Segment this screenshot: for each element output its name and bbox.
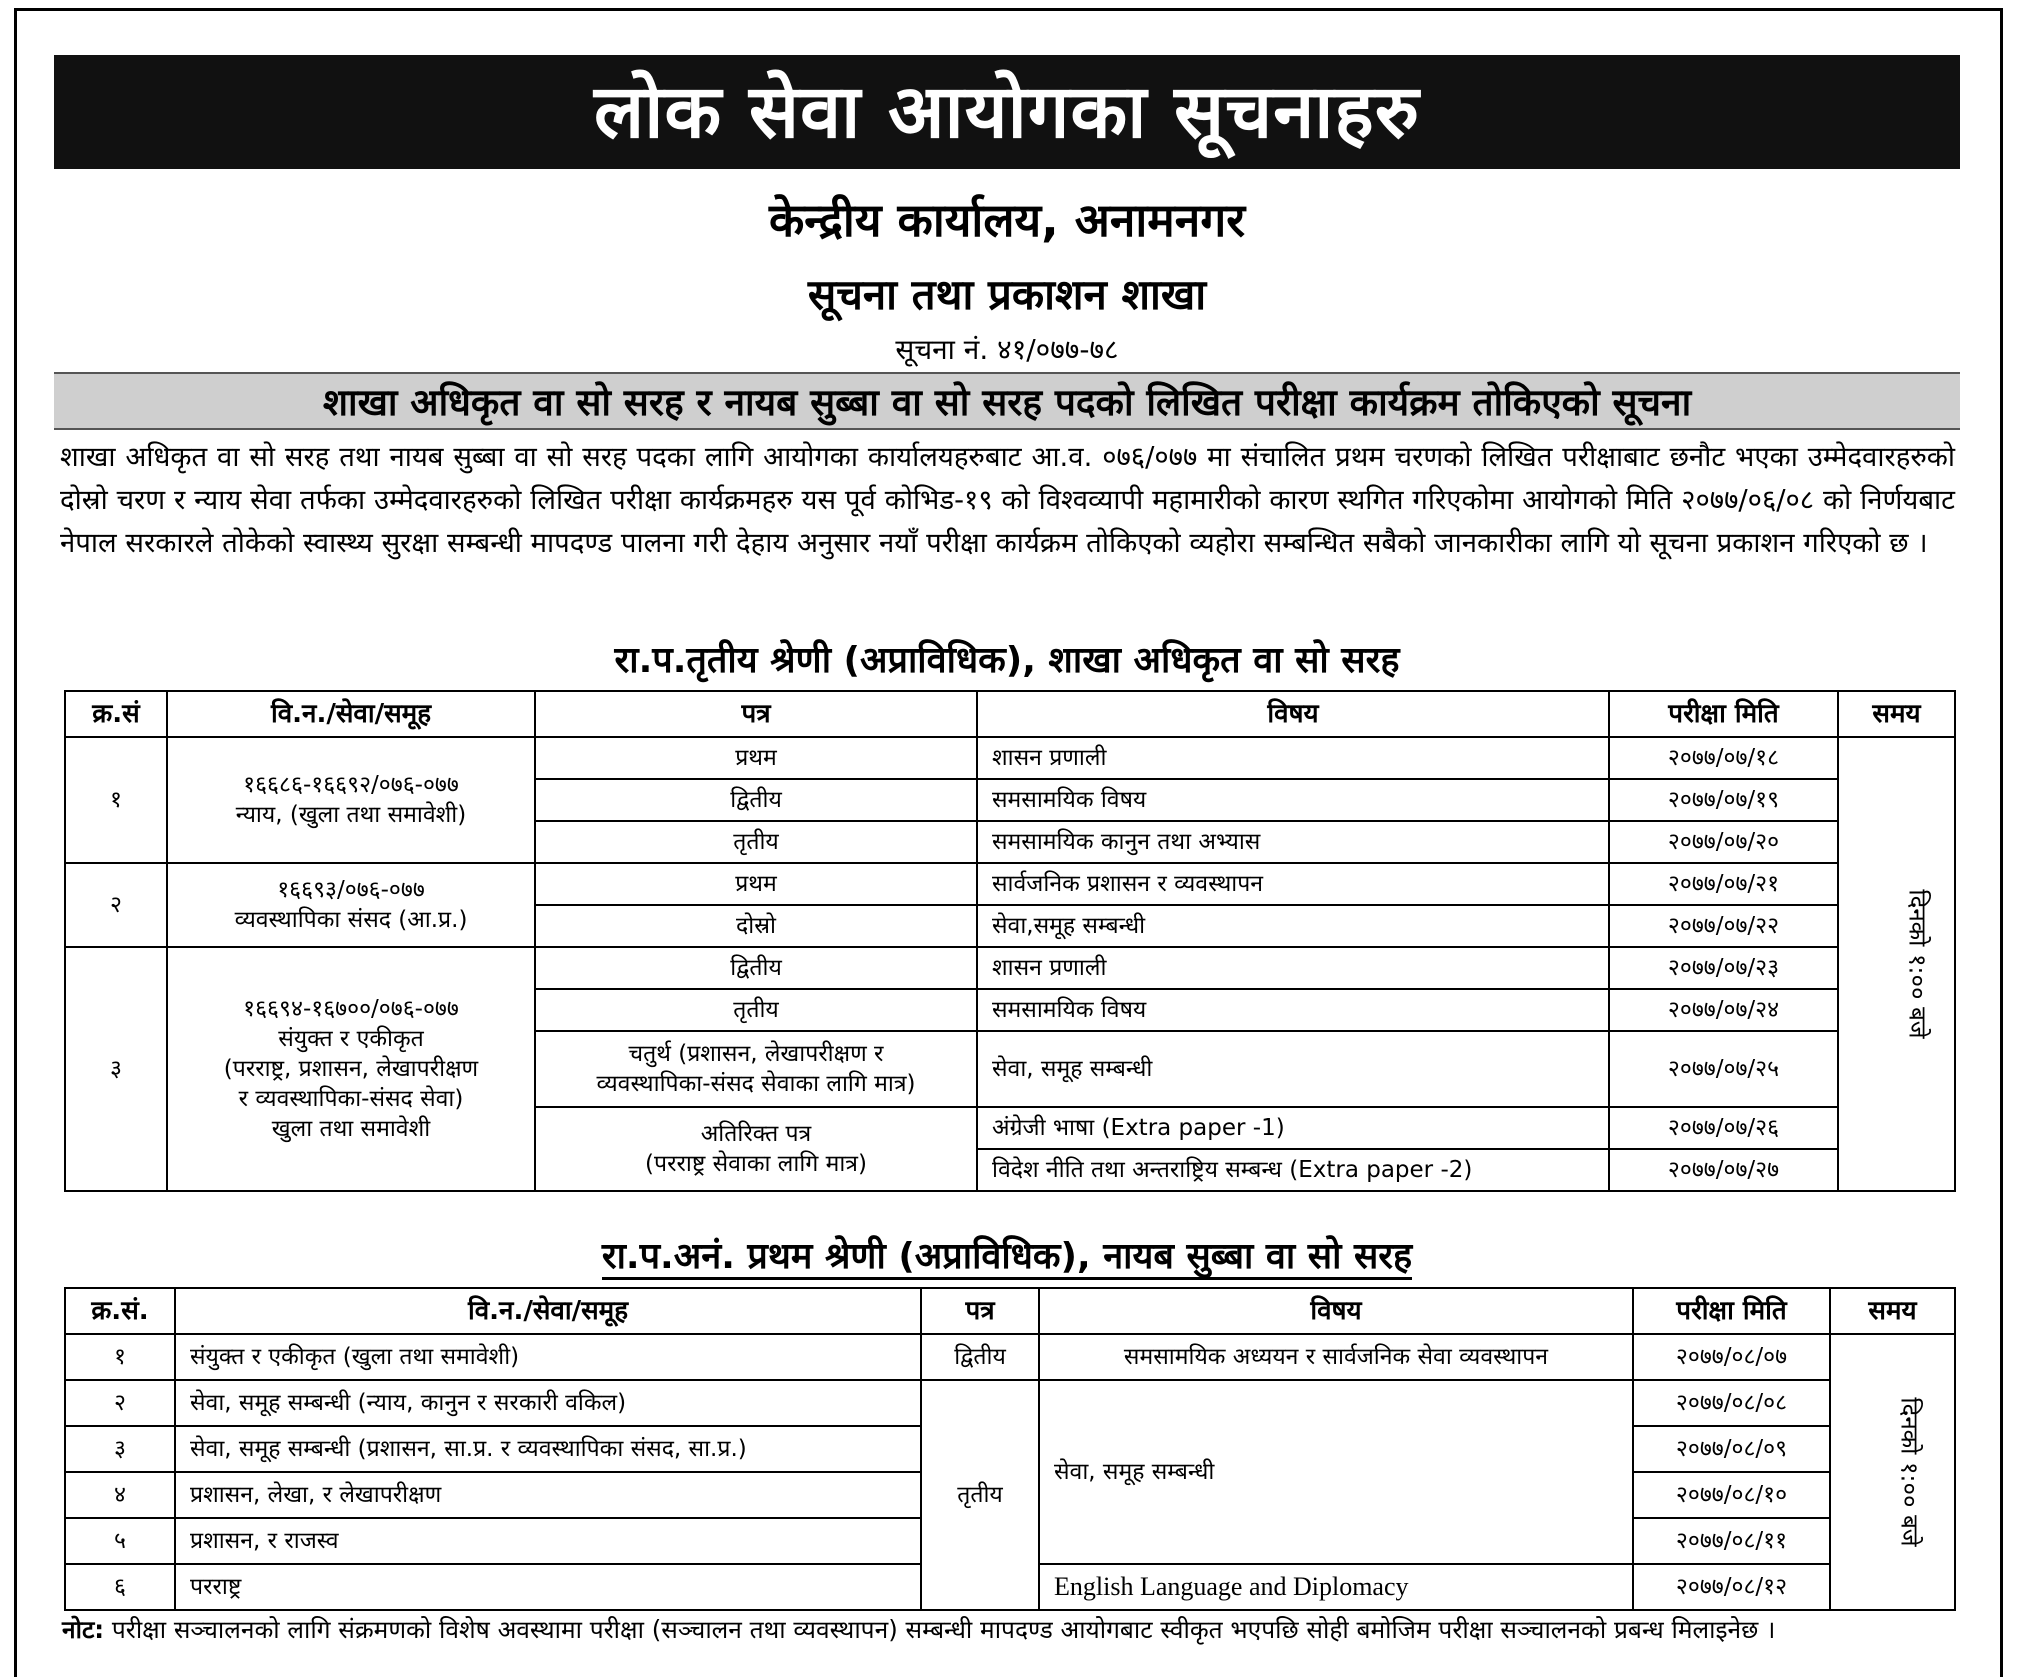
subject-cell: English Language and Diplomacy [1039,1564,1633,1610]
header-adv: वि.न./सेवा/समूह [175,1288,921,1334]
date-cell: २०७७/०७/२७ [1609,1149,1838,1191]
sn-cell: ३ [65,1426,175,1472]
subject-cell: अंग्रेजी भाषा (Extra paper -1) [977,1107,1609,1149]
adv-number: १६६८६-१६६९२/०७६-०७७ [243,772,459,798]
paper-cell: द्वितीय [535,779,977,821]
date-cell: २०७७/०८/१२ [1633,1564,1830,1610]
header-subject: विषय [1039,1288,1633,1334]
header-sn: क्र.सं. [65,1288,175,1334]
adv-number: १६६९४-१६७००/०७६-०७७ [243,996,459,1022]
subject-cell: शासन प्रणाली [977,947,1609,989]
header-time: समय [1838,691,1955,737]
paper-cell: तृतीय [535,821,977,863]
paper-cell: तृतीय [535,989,977,1031]
header-adv: वि.न./सेवा/समूह [167,691,535,737]
table-row [65,863,1955,905]
date-cell: २०७७/०७/२२ [1609,905,1838,947]
header-paper: पत्र [535,691,977,737]
subject-cell: विदेश नीति तथा अन्तराष्ट्रिय सम्बन्ध (Extra paper -2) [977,1149,1609,1191]
date-cell: २०७७/०७/२१ [1609,863,1838,905]
subject-cell: समसामयिक विषय [977,779,1609,821]
table-header-row [65,1288,1955,1334]
group-sn: ३ [65,947,167,1191]
subject-cell: समसामयिक विषय [977,989,1609,1031]
paper-cell: द्वितीय [535,947,977,989]
subject-cell: शासन प्रणाली [977,737,1609,779]
date-cell: २०७७/०८/०९ [1633,1426,1830,1472]
section2-title [54,1230,1960,1279]
group-cell: संयुक्त र एकीकृत (खुला तथा समावेशी) [175,1334,921,1380]
header-date: परीक्षा मिति [1633,1288,1830,1334]
date-cell: २०७७/०७/२३ [1609,947,1838,989]
group-adv [167,863,535,947]
table-row [65,947,1955,989]
paper-cell: दोस्रो [535,905,977,947]
subject-cell: सार्वजनिक प्रशासन र व्यवस्थापन [977,863,1609,905]
notice-subject: शाखा अधिकृत वा सो सरह र नायब सुब्बा वा सो सरह पदको लिखित परीक्षा कार्यक्रम तोकिएको सूचना [54,372,1960,430]
sn-cell: ५ [65,1518,175,1564]
date-cell: २०७७/०७/२६ [1609,1107,1838,1149]
date-cell: २०७७/०८/०८ [1633,1380,1830,1426]
adv-line: खुला तथा समावेशी [271,1116,431,1142]
group-cell: सेवा, समूह सम्बन्धी (न्याय, कानुन र सरकारी वकिल) [175,1380,921,1426]
date-cell: २०७७/०७/१८ [1609,737,1838,779]
adv-line: (परराष्ट्र, प्रशासन, लेखापरीक्षण [223,1056,479,1082]
note-text: परीक्षा सञ्चालनको लागि संक्रमणको विशेष अवस्थामा परीक्षा (सञ्चालन तथा व्यवस्थापन) सम्बन्धी मापदण्ड आयोगबाट स्वीकृत भएपछि सोही बमोजिम परीक्षा सञ्चालनको प्रबन्ध मिलाइनेछ । [111,1615,1776,1644]
office-name: केन्द्रीय कार्यालय, अनामनगर [768,193,1246,247]
group-cell: परराष्ट्र [175,1564,921,1610]
adv-desc: न्याय, (खुला तथा समावेशी) [235,802,467,828]
group-adv [167,737,535,863]
header-date: परीक्षा मिति [1609,691,1838,737]
sn-cell: ४ [65,1472,175,1518]
paper-cell: द्वितीय [921,1334,1039,1380]
section1-title: रा.प.तृतीय श्रेणी (अप्राविधिक), शाखा अधिकृत वा सो सरह [614,640,1400,681]
subject-cell: सेवा, समूह सम्बन्धी [977,1031,1609,1107]
date-cell: २०७७/०७/२४ [1609,989,1838,1031]
table-row [65,1380,1955,1426]
table-row [65,737,1955,779]
time-text: दिनको १:०० बजे [1895,1396,1924,1547]
paper-cell: तृतीय [921,1380,1039,1610]
time-text: दिनको १:०० बजे [1903,888,1932,1039]
table-header-row [65,691,1955,737]
subject-cell: सेवा, समूह सम्बन्धी [1039,1380,1633,1564]
group-adv [167,947,535,1191]
subject-cell: सेवा,समूह सम्बन्धी [977,905,1609,947]
subject-cell: समसामयिक अध्ययन र सार्वजनिक सेवा व्यवस्थापन [1039,1334,1633,1380]
paper-line: अतिरिक्त पत्र [700,1121,812,1147]
paper-line: व्यवस्थापिका-संसद सेवाका लागि मात्र) [596,1071,916,1097]
footer-note [62,1612,1957,1648]
intro-paragraph: शाखा अधिकृत वा सो सरह तथा नायब सुब्बा वा सो सरह पदका लागि आयोगका कार्यालयहरुबाट आ.व. ०७६/०७७ मा संचालित प्रथम चरणको लिखित परीक्षाबाट छनौट भएका उम्मेदवारहरुको दोस्रो चरण र न्याय सेवा तर्फका उम्मेदवारहरुको लिखित परीक्षा कार्यक्रमहरु यस पूर्व कोभिड-१९ को विश्वव्यापी महामारीको कारण स्थगित गरिएकोमा आयोगको मिति २०७७/०६/०८ को निर्णयबाट नेपाल सरकारले तोकेको स्वास्थ्य सुरक्षा सम्बन्धी मापदण्ड पालना गरी देहाय अनुसार नयाँ परीक्षा कार्यक्रम तोकिएको व्यहोरा सम्बन्धित सबैको जानकारीका लागि यो सूचना प्रकाशन गरिएको छ । [60,441,1955,559]
notice-number: सूचना नं. ४१/०७७-७८ [895,333,1119,366]
time-cell [1838,737,1955,1191]
date-cell: २०७७/०८/१० [1633,1472,1830,1518]
header-time: समय [1830,1288,1955,1334]
branch-name: सूचना तथा प्रकाशन शाखा [807,270,1207,319]
banner-title: लोक सेवा आयोगका सूचनाहरु [54,55,1960,169]
date-cell: २०७७/०७/१९ [1609,779,1838,821]
section1-table [64,690,1956,1192]
date-cell: २०७७/०७/२० [1609,821,1838,863]
sn-cell: २ [65,1380,175,1426]
adv-line: र व्यवस्थापिका-संसद सेवा) [238,1086,464,1112]
note-label: नोट: [62,1615,105,1644]
group-cell: सेवा, समूह सम्बन्धी (प्रशासन, सा.प्र. र व्यवस्थापिका संसद, सा.प्र.) [175,1426,921,1472]
paper-line: चतुर्थ (प्रशासन, लेखापरीक्षण र [628,1041,884,1067]
header-sn: क्र.सं [65,691,167,737]
section2-table [64,1287,1956,1611]
adv-line: संयुक्त र एकीकृत [278,1026,424,1052]
group-sn: १ [65,737,167,863]
group-cell: प्रशासन, र राजस्व [175,1518,921,1564]
paper-cell: प्रथम [535,863,977,905]
adv-desc: व्यवस्थापिका संसद (आ.प्र.) [234,907,468,933]
sn-cell: ६ [65,1564,175,1610]
adv-number: १६६९३/०७६-०७७ [277,877,425,903]
date-cell: २०७७/०८/११ [1633,1518,1830,1564]
subject-cell: समसामयिक कानुन तथा अभ्यास [977,821,1609,863]
date-cell: २०७७/०७/२५ [1609,1031,1838,1107]
table-row [65,1334,1955,1380]
paper-cell [535,1107,977,1191]
header-paper: पत्र [921,1288,1039,1334]
group-sn: २ [65,863,167,947]
group-cell: प्रशासन, लेखा, र लेखापरीक्षण [175,1472,921,1518]
paper-line: (परराष्ट्र सेवाका लागि मात्र) [645,1151,867,1177]
paper-cell [535,1031,977,1107]
sn-cell: १ [65,1334,175,1380]
section2-title-text: रा.प.अनं. प्रथम श्रेणी (अप्राविधिक), नायब सुब्बा वा सो सरह [602,1236,1412,1280]
header-subject: विषय [977,691,1609,737]
paper-cell: प्रथम [535,737,977,779]
date-cell: २०७७/०८/०७ [1633,1334,1830,1380]
time-cell [1830,1334,1955,1610]
